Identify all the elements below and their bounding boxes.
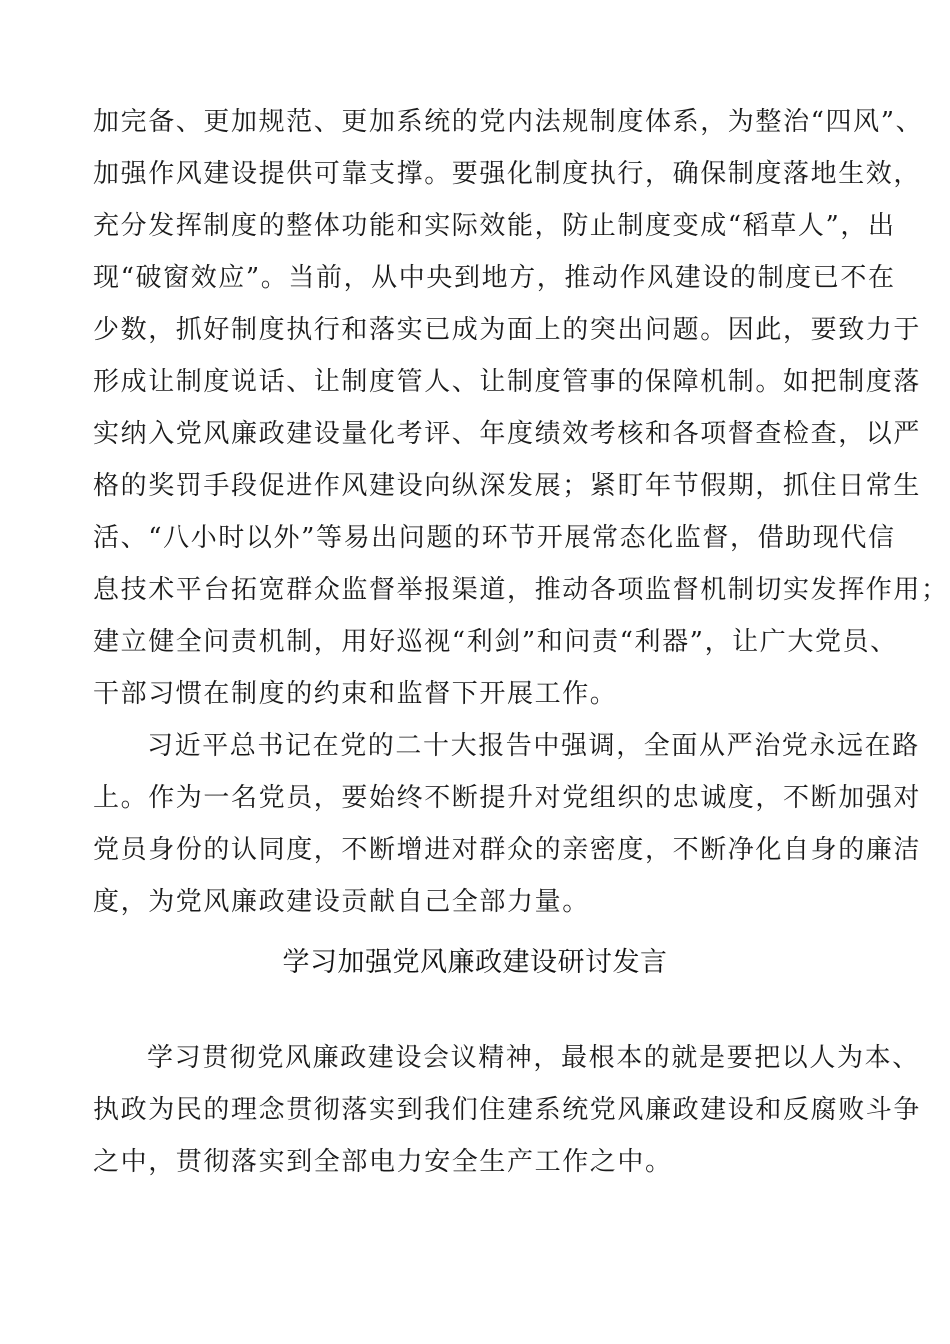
paragraph-line: 形成让制度说话、让制度管人、让制度管事的保障机制。如把制度落 xyxy=(93,367,922,397)
paragraph-line: 格的奖罚手段促进作风建设向纵深发展；紧盯年节假期，抓住日常生 xyxy=(93,471,922,501)
paragraph-line: 党员身份的认同度，不断增进对群众的亲密度，不断净化自身的廉洁 xyxy=(93,835,922,865)
body-text-bottom xyxy=(93,1032,922,1188)
paragraph-line: 之中，贯彻落实到全部电力安全生产工作之中。 xyxy=(93,1147,673,1177)
paragraph-line: 少数，抓好制度执行和落实已成为面上的突出问题。因此，要致力于 xyxy=(93,315,922,345)
paragraph-line: 建立健全问责机制，用好巡视“利剑”和问责“利器”，让广大党员、 xyxy=(93,627,898,657)
paragraph-line: 活、“八小时以外”等易出问题的环节开展常态化监督，借助现代信 xyxy=(93,523,896,553)
paragraph-line: 度，为党风廉政建设贡献自己全部力量。 xyxy=(93,887,590,917)
section-heading: 学习加强党风廉政建设研讨发言 xyxy=(282,947,668,978)
paragraph-line: 学习贯彻党风廉政建设会议精神，最根本的就是要把以人为本、 xyxy=(147,1043,920,1073)
paragraph-line: 加强作风建设提供可靠支撑。要强化制度执行，确保制度落地生效， xyxy=(93,159,922,189)
paragraph-line: 干部习惯在制度的约束和监督下开展工作。 xyxy=(93,679,618,709)
paragraph-line: 现“破窗效应”。当前，从中央到地方，推动作风建设的制度已不在 xyxy=(93,263,896,293)
paragraph-line: 充分发挥制度的整体功能和实际效能，防止制度变成“稻草人”，出 xyxy=(93,211,896,241)
paragraph-line: 上。作为一名党员，要始终不断提升对党组织的忠诚度，不断加强对 xyxy=(93,783,922,813)
paragraph-line: 习近平总书记在党的二十大报告中强调，全面从严治党永远在路 xyxy=(147,731,920,761)
paragraph-line: 执政为民的理念贯彻落实到我们住建系统党风廉政建设和反腐败斗争 xyxy=(93,1095,922,1125)
paragraph-line: 实纳入党风廉政建设量化考评、年度绩效考核和各项督查检查，以严 xyxy=(93,419,922,449)
body-text-top xyxy=(93,96,949,928)
paragraph-line: 加完备、更加规范、更加系统的党内法规制度体系，为整治“四风”、 xyxy=(93,107,924,137)
paragraph-line: 息技术平台拓宽群众监督举报渠道，推动各项监督机制切实发挥作用； xyxy=(93,575,949,605)
